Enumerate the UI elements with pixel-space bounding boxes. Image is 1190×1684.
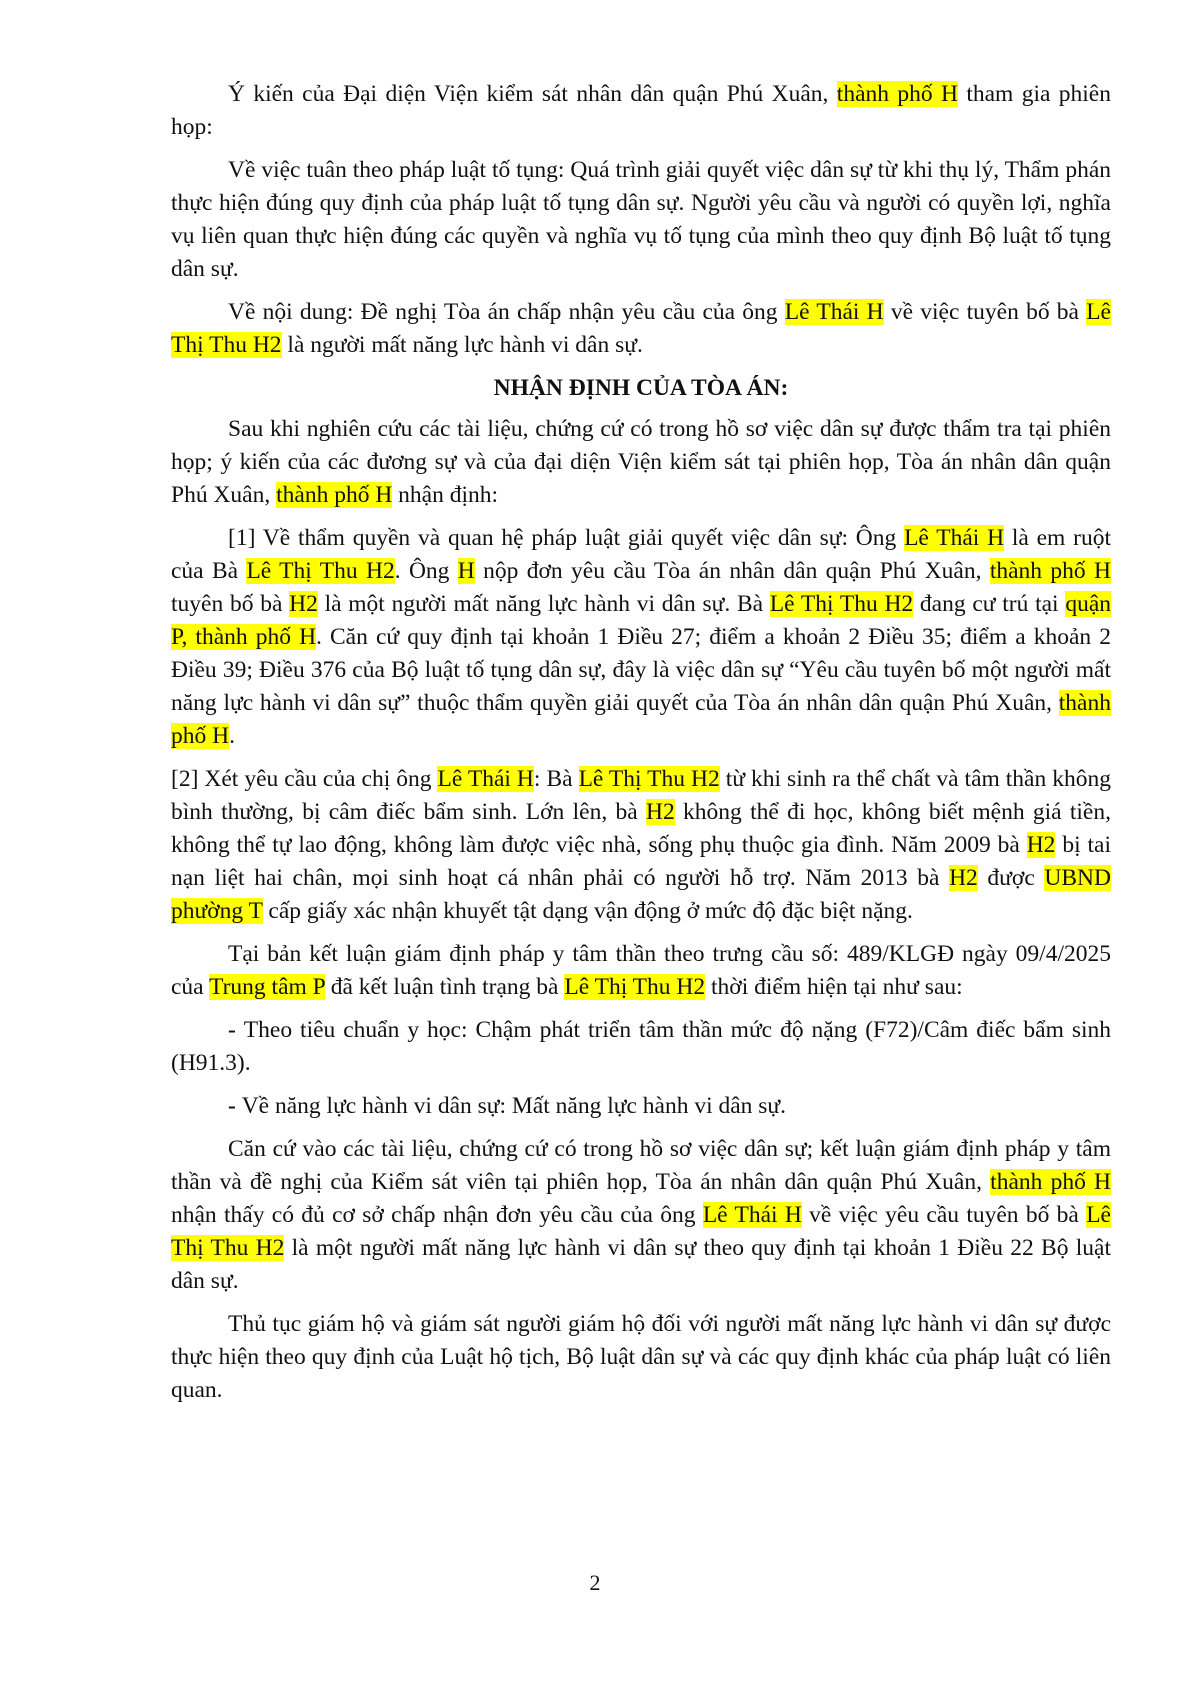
text-run: [2] Xét yêu cầu của chị ông — [171, 766, 438, 792]
text-run: là một người mất năng lực hành vi dân sự theo quy định tại khoản 1 Điều 22 Bộ luật dân sự. — [171, 1235, 1111, 1294]
text-run: : Bà — [533, 766, 579, 792]
bullet-item — [171, 1090, 1111, 1123]
text-run: nộp đơn yêu cầu Tòa án nhân dân quận Phú Xuân, — [474, 558, 990, 584]
highlighted-text: Lê Thái H — [904, 525, 1005, 551]
page-number: 2 — [589, 1570, 601, 1595]
highlighted-text: Lê Thị Thu H2 — [578, 766, 720, 792]
body-paragraph — [171, 154, 1111, 286]
text-run: [1] Về thẩm quyền và quan hệ pháp luật giải quyết việc dân sự: Ông — [228, 525, 905, 551]
text-run: Theo tiêu chuẩn y học: Chậm phát triển tâm thần mức độ nặng (F72)/Câm điếc bẩm sinh (H91.3). — [171, 1017, 1112, 1076]
highlighted-text: Lê Thị Thu H2 — [171, 1202, 1111, 1261]
body-paragraph — [171, 1133, 1111, 1298]
text-run: được — [977, 865, 1045, 891]
text-run: Tại bản kết luận giám định pháp y tâm thần theo trưng cầu số: 489/KLGĐ ngày 09/4/2025 của — [171, 941, 1111, 1000]
highlighted-text: H2 — [645, 799, 675, 825]
highlighted-text: thành phố H — [836, 81, 958, 107]
highlighted-text: Lê Thái H — [702, 1202, 802, 1228]
text-run: Sau khi nghiên cứu các tài liệu, chứng cứ có trong hồ sơ việc dân sự được thẩm tra tại phiên họp; ý kiến của các đương sự và của đại diện Viện kiểm sát tại phiên họp, Tòa án nhân dân quận Phú Xuân, — [171, 416, 1111, 508]
text-run: là một người mất năng lực hành vi dân sự. Bà — [317, 591, 770, 617]
highlighted-text: Lê Thái H — [437, 766, 534, 792]
text-run: tham gia phiên họp: — [171, 81, 1111, 140]
text-run: đang cư trú tại — [913, 591, 1066, 617]
text-run: cấp giấy xác nhận khuyết tật dạng vận động ở mức độ đặc biệt nặng. — [262, 898, 913, 924]
text-run: Về năng lực hành vi dân sự: Mất năng lực hành vi dân sự. — [241, 1093, 787, 1119]
text-run: Ý kiến của Đại diện Viện kiểm sát nhân dân quận Phú Xuân, — [228, 81, 837, 107]
document-body — [171, 78, 1111, 1417]
text-run: từ khi sinh ra thể chất và tâm thần không bình thường, bị câm điếc bẩm sinh. Lớn lên, bà — [171, 766, 1111, 825]
text-run: là người mất năng lực hành vi dân sự. — [281, 332, 643, 358]
highlighted-text: H2 — [289, 591, 318, 617]
text-run: thời điểm hiện tại như sau: — [705, 974, 963, 1000]
body-paragraph — [171, 78, 1111, 144]
section-heading — [171, 372, 1111, 405]
body-paragraph — [171, 413, 1111, 512]
body-paragraph — [171, 763, 1111, 928]
highlighted-text: Lê Thị Thu H2 — [246, 558, 395, 584]
highlighted-text: thành phố H — [990, 1169, 1111, 1195]
text-run: nhận thấy có đủ cơ sở chấp nhận đơn yêu cầu của ông — [171, 1202, 703, 1228]
text-run: nhận định: — [392, 482, 499, 508]
bullet-dash: - — [228, 1017, 244, 1043]
text-run: NHẬN ĐỊNH CỦA TÒA ÁN: — [493, 375, 789, 401]
highlighted-text: H2 — [949, 865, 978, 891]
text-run: là em ruột của Bà — [171, 525, 1111, 584]
body-paragraph — [171, 1308, 1111, 1407]
body-paragraph — [171, 522, 1111, 753]
body-paragraph — [171, 938, 1111, 1004]
text-run: Thủ tục giám hộ và giám sát người giám hộ đối với người mất năng lực hành vi dân sự được thực hiện theo quy định của Luật hộ tịch, Bộ luật dân sự và các quy định khác của pháp luật có liên quan. — [171, 1311, 1111, 1403]
bullet-dash: - — [228, 1093, 242, 1119]
text-run: không thể đi học, không biết mệnh giá tiền, không thể tự lao động, không làm được việc nhà, sống phụ thuộc gia đình. Năm 2009 bà — [171, 799, 1111, 858]
text-run: Về việc tuân theo pháp luật tố tụng: Quá trình giải quyết việc dân sự từ khi thụ lý, Thẩm phán thực hiện đúng quy định của pháp luật tố tụng dân sự. Người yêu cầu và người có quyền lợi, nghĩa vụ liên quan thực hiện đúng các quyền và nghĩa vụ tố tụng của mình theo quy định Bộ luật tố tụng dân sự. — [171, 157, 1111, 282]
highlighted-text: Lê Thái H — [784, 299, 884, 325]
highlighted-text: UBND phường T — [171, 865, 1111, 924]
text-run: Về nội dung: Đề nghị Tòa án chấp nhận yêu cầu của ông — [228, 299, 785, 325]
body-paragraph — [171, 296, 1111, 362]
text-run: . — [229, 723, 235, 749]
text-run: về việc yêu cầu tuyên bố bà — [801, 1202, 1087, 1228]
highlighted-text: Trung tâm P — [209, 974, 325, 1000]
text-run: . Căn cứ quy định tại khoản 1 Điều 27; điểm a khoản 2 Điều 35; điểm a khoản 2 Điều 39; Điều 376 của Bộ luật tố tụng dân sự, đây là việc dân sự “Yêu cầu tuyên bố một người mất năng lực hành vi dân sự” thuộc thẩm quyền giải quyết của Tòa án nhân dân quận Phú Xuân, — [171, 624, 1111, 716]
highlighted-text: Lê Thị Thu H2 — [564, 974, 706, 1000]
text-run: tuyên bố bà — [171, 591, 290, 617]
text-run: đã kết luận tình trạng bà — [324, 974, 565, 1000]
text-run: bị tai nạn liệt hai chân, mọi sinh hoạt cá nhân phải có người hỗ trợ. Năm 2013 bà — [171, 832, 1111, 891]
highlighted-text: quận P, thành phố H — [171, 591, 1111, 650]
text-run: Căn cứ vào các tài liệu, chứng cứ có trong hồ sơ việc dân sự; kết luận giám định pháp y tâm thần và đề nghị của Kiểm sát viên tại phiên họp, Tòa án nhân dân quận Phú Xuân, — [171, 1136, 1111, 1195]
bullet-item — [171, 1014, 1111, 1080]
text-run: về việc tuyên bố bà — [883, 299, 1087, 325]
text-run: . Ông — [394, 558, 458, 584]
highlighted-text: Lê Thị Thu H2 — [171, 299, 1111, 358]
highlighted-text: H2 — [1026, 832, 1056, 858]
highlighted-text: thành phố H — [171, 690, 1111, 749]
highlighted-text: thành phố H — [989, 558, 1111, 584]
highlighted-text: thành phố H — [276, 482, 393, 508]
highlighted-text: Lê Thị Thu H2 — [769, 591, 914, 617]
highlighted-text: H — [457, 558, 475, 584]
